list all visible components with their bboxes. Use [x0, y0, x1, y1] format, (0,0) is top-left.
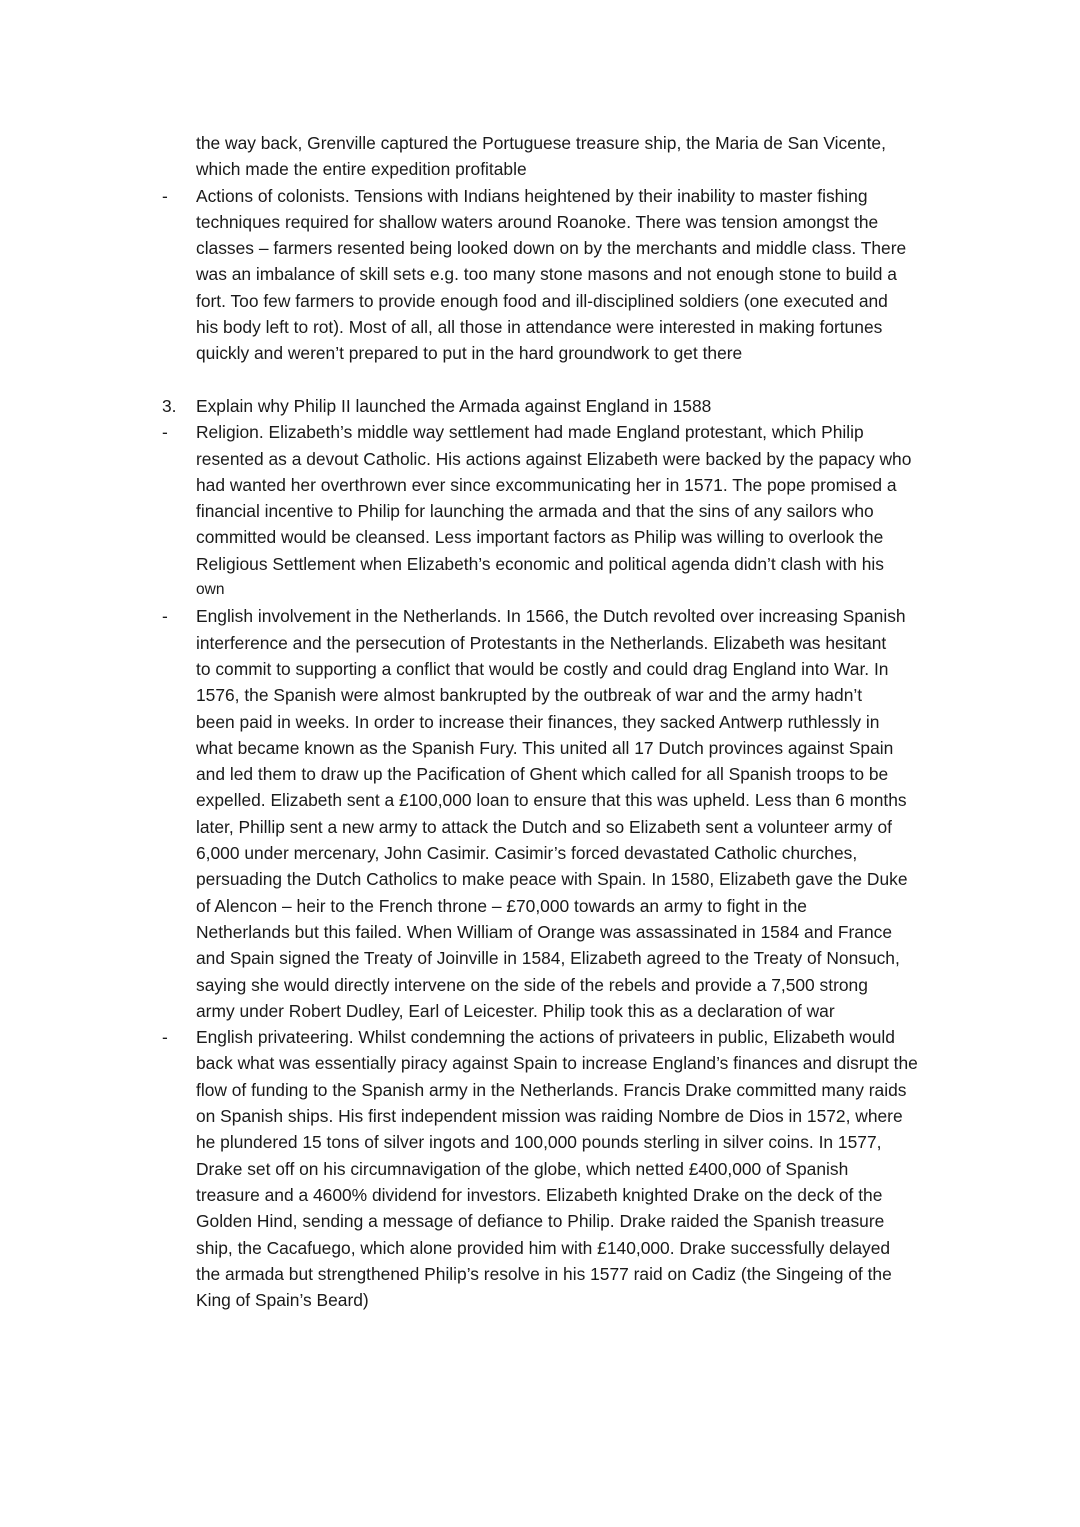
text-line: - English privateering. Whilst condemning the actions of privateers in public, Elizabeth would — [0, 1024, 1080, 1050]
text-line: ship, the Cacafuego, which alone provided him with £140,000. Drake successfully delayed — [196, 1237, 891, 1258]
text-line: resented as a devout Catholic. His actions against Elizabeth were backed by the papacy who — [196, 448, 912, 469]
text-line: persuading the Dutch Catholics to make peace with Spain. In 1580, Elizabeth gave the Duke — [196, 869, 908, 890]
text-line: had wanted her overthrown ever since excommunicating her in 1571. The pope promised a — [196, 474, 897, 495]
text-line: which made the entire expedition profitable — [196, 159, 527, 180]
text-line: and led them to draw up the Pacification of Ghent which called for all Spanish troops to be — [196, 764, 889, 785]
text-line: later, Phillip sent a new army to attack the Dutch and so Elizabeth sent a volunteer army of — [196, 816, 892, 837]
text-line: the way back, Grenville captured the Portuguese treasure ship, the Maria de San Vicente, — [196, 133, 886, 153]
text-line: on Spanish ships. His first independent mission was raiding Nombre de Dios in 1572, where — [196, 1106, 903, 1127]
text-line: the armada but strengthened Philip’s resolve in his 1577 raid on Cadiz (the Singeing of the — [196, 1263, 892, 1284]
text-line: and Spain signed the Treaty of Joinville in 1584, Elizabeth agreed to the Treaty of Nonsuch, — [196, 948, 900, 969]
text-line: techniques required for shallow waters around Roanoke. There was tension amongst the — [196, 211, 879, 232]
bullet-religion — [0, 419, 1080, 603]
text-line: flow of funding to the Spanish army in the Netherlands. Francis Drake committed many raids — [196, 1079, 907, 1100]
bullet-dash: - — [162, 422, 168, 443]
continuation-paragraph — [0, 130, 1080, 183]
text-line: treasure and a 4600% dividend for investors. Elizabeth knighted Drake on the deck of the — [196, 1184, 883, 1205]
text-line: quickly and weren’t prepared to put in the hard groundwork to get there — [196, 343, 743, 364]
text-line: King of Spain’s Beard) — [196, 1290, 369, 1311]
text-line: expelled. Elizabeth sent a £100,000 loan to ensure that this was upheld. Less than 6 months — [196, 790, 907, 811]
text-line: committed would be cleansed. Less important factors as Philip was willing to overlook the — [196, 527, 884, 548]
text-line: 1576, the Spanish were almost bankrupted by the outbreak of war and the army hadn’t — [196, 685, 863, 706]
text-line: interference and the persecution of Protestants in the Netherlands. Elizabeth was hesitant — [196, 632, 887, 653]
text-line: to commit to supporting a conflict that would be costly and could drag England into War. In — [196, 658, 889, 679]
text-line: Golden Hind, sending a message of defiance to Philip. Drake raided the Spanish treasure — [196, 1211, 885, 1232]
text-line: Netherlands but this failed. When William of Orange was assassinated in 1584 and France — [196, 921, 892, 942]
text-line — [0, 393, 1080, 419]
text-line: army under Robert Dudley, Earl of Leicester. Philip took this as a declaration of war — [196, 1000, 835, 1021]
text-line: own — [196, 581, 225, 599]
bullet-dash: - — [162, 606, 168, 627]
question-title: Explain why Philip II launched the Armada against England in 1588 — [196, 396, 712, 416]
text-line: 6,000 under mercenary, John Casimir. Casimir’s forced devastated Catholic churches, — [196, 843, 858, 864]
text-line: he plundered 15 tons of silver ingots and 100,000 pounds sterling in silver coins. In 1577, — [196, 1132, 882, 1153]
text-line: financial incentive to Philip for launching the armada and that the sins of any sailors who — [196, 501, 874, 522]
text-line: was an imbalance of skill sets e.g. too many stone masons and not enough stone to build a — [196, 264, 897, 285]
text-line: classes – farmers resented being looked down on by the merchants and middle class. There — [196, 238, 907, 259]
question-3-heading — [0, 393, 1080, 419]
text-line: fort. Too few farmers to provide enough food and ill-disciplined soldiers (one executed and — [196, 290, 888, 311]
bullet-netherlands — [0, 603, 1080, 1024]
text-line: what became known as the Spanish Fury. This united all 17 Dutch provinces against Spain — [196, 737, 894, 758]
text-line: - English involvement in the Netherlands. In 1566, the Dutch revolted over increasing Spanish — [0, 603, 1080, 629]
bullet-colonists — [0, 183, 1080, 367]
bullet-dash: - — [162, 185, 168, 206]
question-number: 3. — [162, 396, 177, 416]
text-line: - Actions of colonists. Tensions with Indians heightened by their inability to master fishing — [0, 183, 1080, 209]
text-line: his body left to rot). Most of all, all those in attendance were interested in making fortunes — [196, 317, 883, 338]
text-line: been paid in weeks. In order to increase their finances, they sacked Antwerp ruthlessly in — [196, 711, 880, 732]
text-line: Religious Settlement when Elizabeth’s economic and political agenda didn’t clash with his — [196, 553, 884, 574]
text-line: Drake set off on his circumnavigation of the globe, which netted £400,000 of Spanish — [196, 1158, 849, 1179]
text-line: saying she would directly intervene on the side of the rebels and provide a 7,500 strong — [196, 974, 868, 995]
text-line: - Religion. Elizabeth’s middle way settlement had made England protestant, which Philip — [0, 419, 1080, 445]
bullet-privateering — [0, 1024, 1080, 1313]
text-line: of Alencon – heir to the French throne – £70,000 towards an army to fight in the — [196, 895, 807, 916]
text-line: back what was essentially piracy against Spain to increase England’s finances and disrupt the — [196, 1053, 918, 1074]
bullet-dash: - — [162, 1027, 168, 1048]
